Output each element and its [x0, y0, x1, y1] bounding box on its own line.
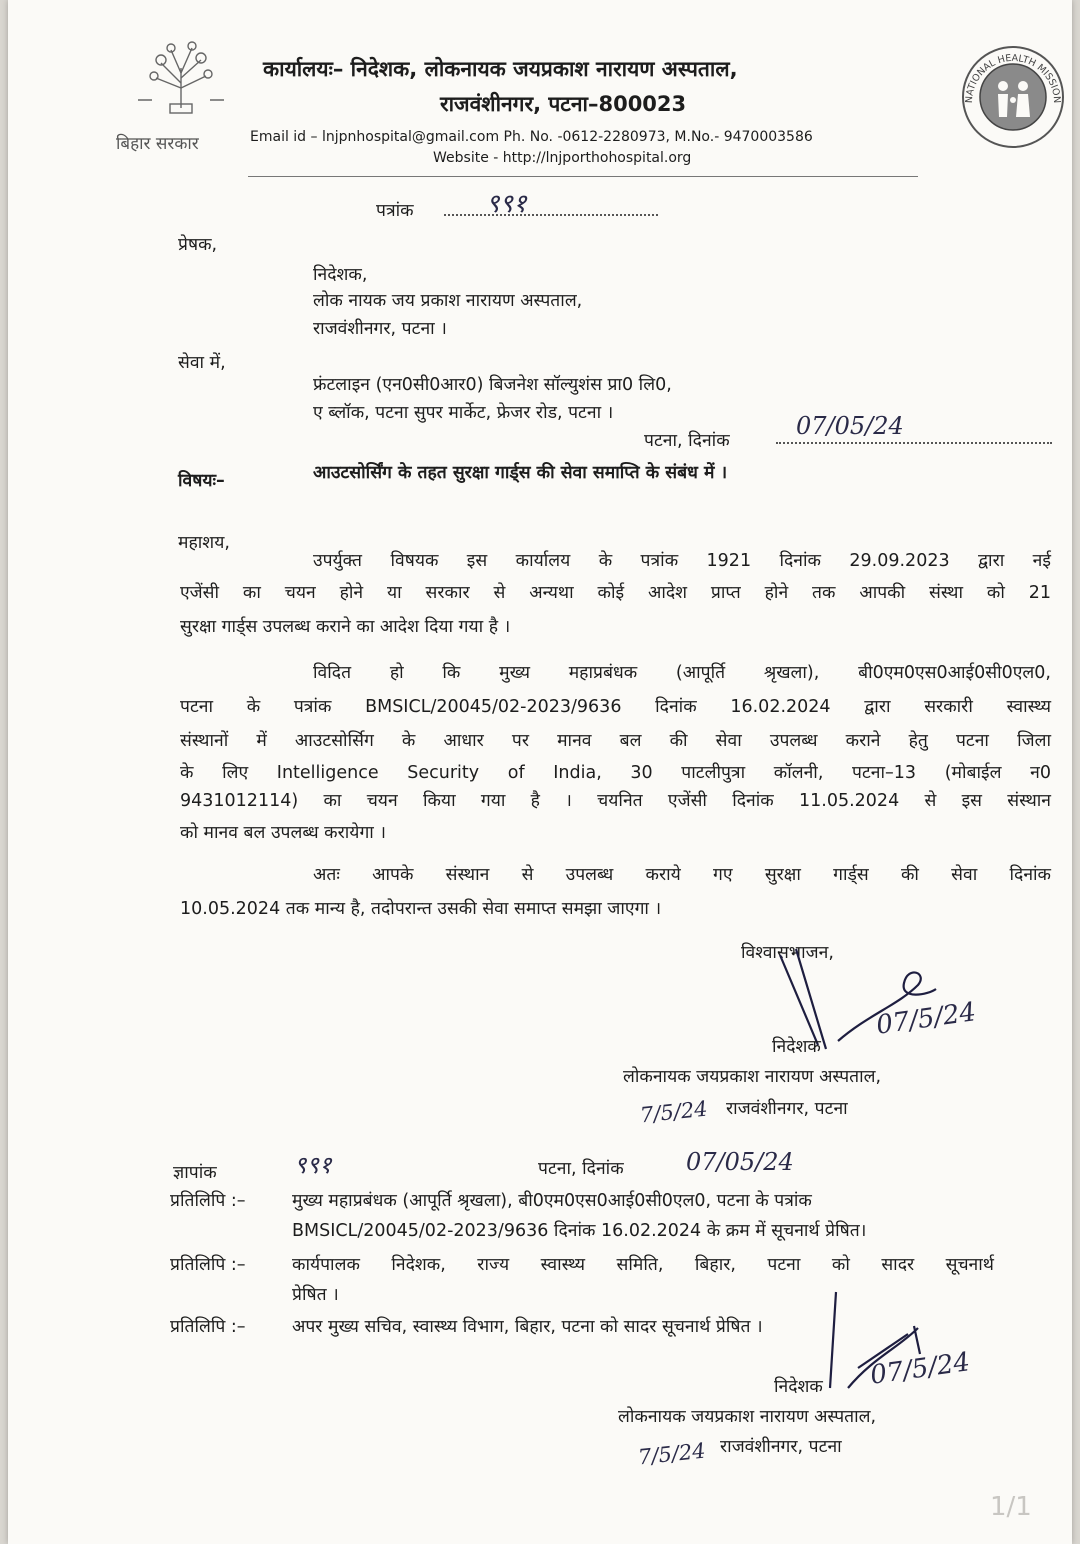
nhm-logo-icon	[958, 42, 1068, 152]
bihar-emblem	[126, 38, 236, 118]
para1-line-1: उपर्युक्त विषयक इस कार्यालय के पत्रांक 1921 दिनांक 29.09.2023 द्वारा नई	[313, 551, 1051, 571]
copy-2-line-2: प्रेषित ।	[292, 1285, 339, 1305]
signature-1-date: 07/5/24	[874, 997, 978, 1041]
para2-line-1: विदित हो कि मुख्य महाप्रबंधक (आपूर्ति श्रृखला), बी0एम0एस0आई0सी0एल0,	[313, 663, 1051, 683]
office-title: कार्यालयः– निदेशक, लोकनायक जयप्रकाश नारायण अस्पताल,	[263, 57, 738, 81]
website-info: Website - http://lnjporthohospital.org	[433, 150, 692, 166]
signature-2-place: राजवंशीनगर, पटना	[720, 1437, 842, 1457]
letter-no-value: ९९१	[486, 189, 527, 219]
subject-label: विषयः–	[178, 471, 225, 491]
para1-line-3: सुरक्षा गार्ड्स उपलब्ध कराने का आदेश दिया गया है ।	[180, 617, 511, 637]
recipient-line-2: ए ब्लॉक, पटना सुपर मार्केट, फ्रेजर रोड, पटना ।	[313, 403, 614, 423]
recipient-label: सेवा में,	[178, 353, 226, 373]
para3-line-1: अतः आपके संस्थान से उपलब्ध कराये गए सुरक्षा गार्ड्स की सेवा दिनांक	[313, 865, 1051, 885]
header-rule	[248, 176, 918, 177]
copy-1-label: प्रतिलिपि :–	[170, 1191, 246, 1211]
para2-line-2: पटना के पत्रांक BMSICL/20045/02-2023/9636 दिनांक 16.02.2024 द्वारा सरकारी स्वास्थ्य	[180, 697, 1051, 717]
recipient-line-1: फ्रंटलाइन (एन0सी0आर0) बिजनेश सॉल्युशंस प्रा0 लि0,	[313, 375, 672, 395]
signature-1-title: निदेशक	[772, 1037, 821, 1057]
copy-2-label: प्रतिलिपि :–	[170, 1255, 246, 1275]
tree-emblem-icon	[126, 38, 236, 118]
signature-2-stamp-note: 7/5/24	[636, 1438, 707, 1470]
memo-label: ज्ञापांक	[173, 1163, 217, 1183]
para2-line-5: 9431012114) का चयन किया गया है । चयनित एजेंसी दिनांक 11.05.2024 से इस संस्थान	[180, 791, 1051, 811]
memo-number: ९९१	[294, 1151, 332, 1179]
signature-1-org: लोकनायक जयप्रकाश नारायण अस्पताल,	[623, 1067, 882, 1087]
sender-line-1: निदेशक,	[313, 265, 368, 285]
sender-line-3: राजवंशीनगर, पटना ।	[313, 319, 447, 339]
signature-1-place: राजवंशीनगर, पटना	[726, 1099, 848, 1119]
copy-2-line-1: कार्यपालक निदेशक, राज्य स्वास्थ्य समिति, बिहार, पटना को सादर सूचनार्थ	[292, 1255, 994, 1275]
emblem-caption: बिहार सरकार	[116, 134, 199, 154]
signature-2-date: 07/5/24	[868, 1347, 972, 1391]
copy-1-line-1: मुख्य महाप्रबंधक (आपूर्ति श्रृखला), बी0एम0एस0आई0सी0एल0, पटना के पत्रांक	[292, 1191, 812, 1211]
date-value: 07/05/24	[796, 412, 904, 440]
memo-date-value: 07/05/24	[686, 1148, 794, 1176]
signature-2-org: लोकनायक जयप्रकाश नारायण अस्पताल,	[618, 1407, 877, 1427]
sender-line-2: लोक नायक जय प्रकाश नारायण अस्पताल,	[313, 291, 583, 311]
contact-info: Email id – lnjpnhospital@gmail.com Ph. No. -0612-2280973, M.No.- 9470003586	[250, 129, 813, 145]
letter-no-label: पत्रांक	[376, 201, 414, 221]
signature-1-stamp-note: 7/5/24	[638, 1096, 709, 1128]
nhm-text: NATIONAL HEALTH MISSION	[963, 52, 1063, 104]
salutation: महाशय,	[178, 533, 230, 553]
sender-label: प्रेषक,	[178, 235, 218, 255]
para1-line-2: एजेंसी का चयन होने या सरकार से अन्यथा कोई आदेश प्राप्त होने तक आपकी संस्था को 21	[180, 583, 1051, 603]
signature-2-title: निदेशक	[774, 1377, 823, 1397]
nhm-emblem	[958, 42, 1068, 152]
copy-1-line-2: BMSICL/20045/02-2023/9636 दिनांक 16.02.2024 के क्रम में सूचनार्थ प्रेषित।	[292, 1221, 867, 1241]
date-label: पटना, दिनांक	[644, 431, 730, 451]
office-address: राजवंशीनगर, पटना–800023	[440, 92, 687, 116]
copy-3-label: प्रतिलिपि :–	[170, 1317, 246, 1337]
memo-date-label: पटना, दिनांक	[538, 1159, 624, 1179]
para3-line-2: 10.05.2024 तक मान्य है, तदोपरान्त उसकी सेवा समाप्त समझा जाएगा ।	[180, 899, 662, 919]
signature-2-scribble	[818, 1288, 948, 1408]
letter-page	[8, 0, 1072, 1544]
subject-text: आउटसोर्सिंग के तहत सुरक्षा गार्ड्स की सेवा समाप्ति के संबंध में ।	[313, 463, 728, 483]
para2-line-4: के लिए Intelligence Security of India, 30 पाटलीपुत्रा कॉलनी, पटना–13 (मोबाईल न0	[180, 763, 1051, 783]
closing: विश्वासभाजन,	[741, 943, 834, 963]
para2-line-6: को मानव बल उपलब्ध करायेगा ।	[180, 823, 387, 843]
copy-3-line-1: अपर मुख्य सचिव, स्वास्थ्य विभाग, बिहार, पटना को सादर सूचनार्थ प्रेषित ।	[292, 1317, 763, 1337]
letter-no-dots	[444, 196, 658, 216]
para2-line-3: संस्थानों में आउटसोर्सिग के आधार पर मानव बल की सेवा उपलब्ध कराने हेतु पटना जिला	[180, 731, 1051, 751]
page-indicator: 1/1	[990, 1492, 1032, 1522]
